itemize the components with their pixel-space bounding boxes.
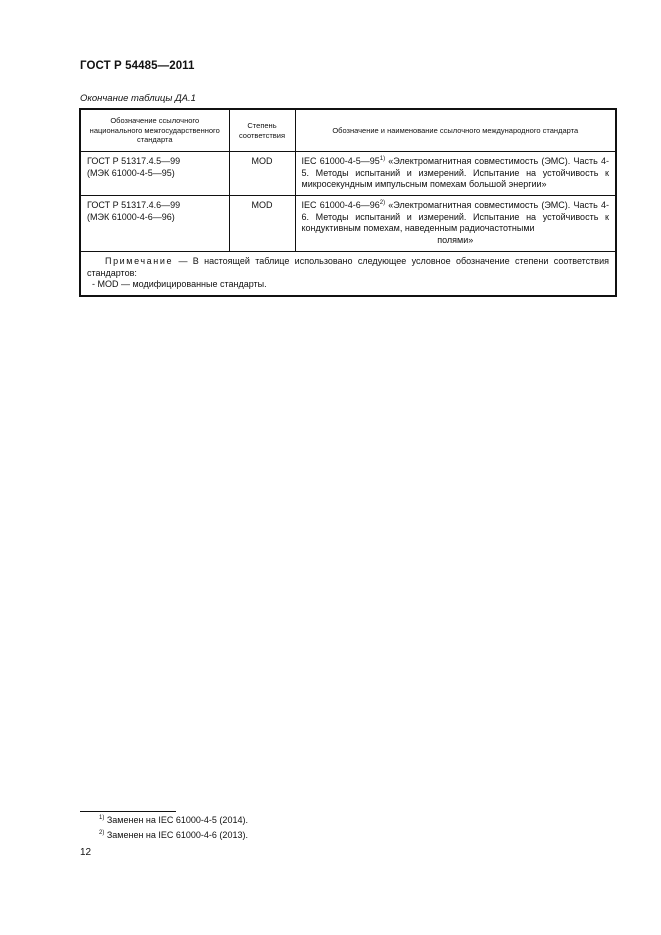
table-note [80,251,616,296]
national-standard-cell [80,196,229,252]
note-dash: — [173,255,193,266]
national-standard-code: ГОСТ Р 51317.4.6—99 [87,200,181,211]
table-header-row [80,109,616,152]
intl-standard-title-end: полями» [437,235,474,246]
footnote-1 [99,815,248,825]
note-item: - MOD — модифицированные стандарты. [92,279,267,290]
footnote-2 [99,830,248,840]
footnote-mark: 1) [99,815,105,821]
footnote-text: Заменен на IEC 61000-4-6 (2013). [104,830,248,840]
table-caption: Окончание таблицы ДА.1 [80,93,196,104]
page-number: 12 [80,847,92,858]
document-header: ГОСТ Р 54485—2011 [80,60,195,72]
footnote-separator [80,811,176,812]
degree-cell: MOD [229,196,295,252]
column-header-degree: Степень соответствия [229,109,295,152]
footnote-ref: 1) [379,156,386,162]
table-row [80,196,616,252]
note-text: В настоящей таблице использовано следующее условное обозначение степени соответствия стандартов: [87,255,609,278]
table-note-row [80,251,616,296]
intl-standard-code: IEC 61000-4-6—96 [301,200,380,211]
intl-standard-title: «Электромагнитная совместимость (ЭМС). Часть 4-6. Методы испытаний и измерений. Испытание на устойчивость к кондуктивным помехам, наведенным радиочастотными [301,200,610,234]
footnote-text: Заменен на IEC 61000-4-5 (2014). [104,815,248,825]
international-standard-cell [295,196,616,252]
footnote-mark: 2) [99,830,105,836]
intl-standard-title: «Электромагнитная совместимость (ЭМС). Часть 4-5. Методы испытаний и измерений. Испытание на устойчивость к микросекундным импульсным помехам большой энергии» [301,156,610,190]
table-row [80,152,616,196]
national-standard-cell [80,152,229,196]
international-standard-cell [295,152,616,196]
degree-cell: MOD [229,152,295,196]
intl-standard-code: IEC 61000-4-5—95 [301,156,380,166]
national-standard-code: ГОСТ Р 51317.4.5—99 [87,156,181,166]
column-header-national-standard: Обозначение ссылочного национального межгосударственного стандарта [80,109,229,152]
iec-equivalent-code: (МЭК 61000-4-6—96) [87,211,175,222]
column-header-international-standard: Обозначение и наименование ссылочного международного стандарта [295,109,616,152]
reference-standards-table [79,108,617,297]
note-label: Примечание [105,255,174,266]
footnote-ref: 2) [379,200,386,207]
iec-equivalent-code: (МЭК 61000-4-5—95) [87,167,175,178]
